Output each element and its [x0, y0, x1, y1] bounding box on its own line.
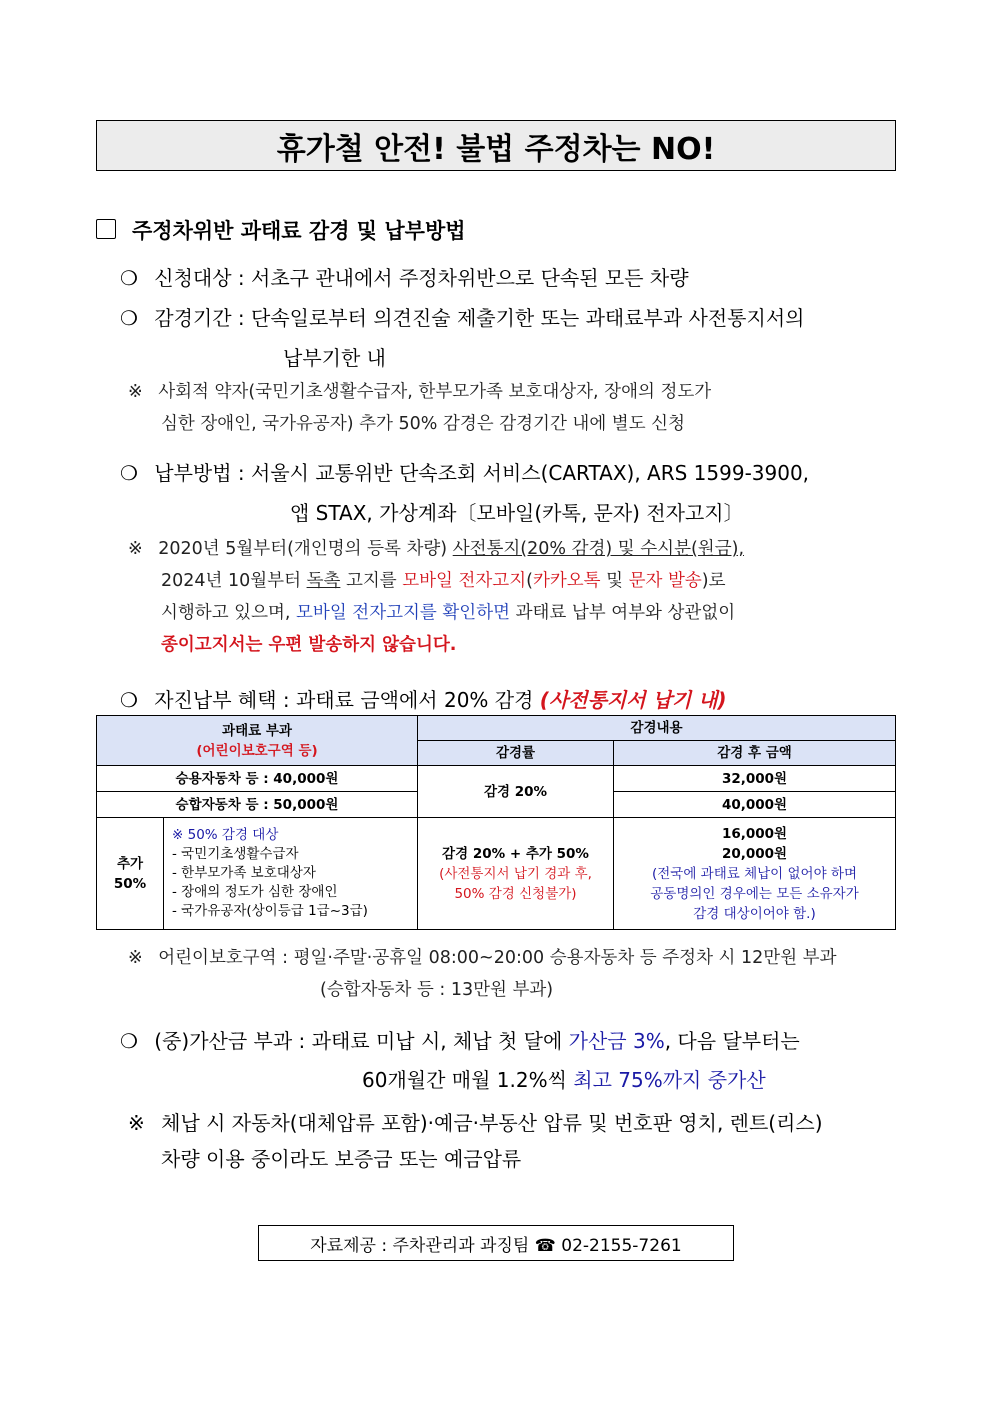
list-item: - 국민기초생활수급자: [172, 846, 299, 862]
note-mark-icon: ※: [128, 1111, 145, 1135]
page-title: 휴가철 안전! 불법 주정차는 NO!: [96, 120, 896, 171]
school-note-line-1: ※ 어린이보호구역 : 평일·주말·공휴일 08:00~20:00 승용자동차 등 주정차 시 12만원 부과: [128, 948, 837, 968]
extra-after: 16,000원 20,000원 (전국에 과태료 체납이 없어야 하며 공동명의인 경우에는 모든 소유자가 감경 대상이어야 함.): [614, 818, 896, 930]
section-heading: 주정차위반 과태료 감경 및 납부방법: [132, 219, 466, 243]
payment-sep: :: [231, 461, 252, 485]
extra-rate: 감경 20% + 추가 50% (사전통지서 납기 경과 후, 50% 감경 신청불가): [418, 818, 614, 930]
period-label: 감경기간: [154, 306, 232, 330]
payment-note-line-3: 시행하고 있으며, 모바일 전자고지를 확인하면 과태료 납부 여부와 상관없이: [161, 603, 736, 623]
payment-row: [120, 457, 809, 486]
payment-note-line-4: 종이고지서는 우편 발송하지 않습니다.: [161, 635, 457, 655]
payment-text-2: 앱 STAX, 가상계좌〔모바일(카톡, 문자) 전자고지〕: [290, 501, 744, 525]
note-mark-icon: ※: [128, 539, 143, 559]
period-text-1: 단속일로부터 의견진술 제출기한 또는 과태료부과 사전통지서의: [251, 306, 805, 330]
list-item: - 한부모가족 보호대상자: [172, 865, 316, 881]
period-sep: :: [231, 306, 252, 330]
reduction-table: [96, 715, 896, 930]
bullet-icon: ❍: [120, 1029, 138, 1053]
self-pay-label: 자진납부 혜택: [154, 688, 277, 712]
note-mark-icon: ※: [128, 382, 143, 402]
section-checkbox-icon: [96, 219, 116, 239]
apply-sep: :: [231, 266, 252, 290]
payment-note-line-2: 2024년 10월부터 독촉 고지를 모바일 전자고지(카카오톡 및 문자 발송)로: [161, 571, 726, 591]
bullet-icon: ❍: [120, 688, 138, 712]
self-pay-note: (사전통지서 납기 내): [539, 688, 727, 712]
list-item: - 장애의 정도가 심한 장애인: [172, 884, 338, 900]
extra-label: 추가 50%: [97, 818, 164, 930]
col-after-header: 감경 후 금액: [614, 741, 896, 766]
surcharge-row: ❍ (중)가산금 부과 : 과태료 미납 시, 체납 첫 달에 가산금 3%, 다음 달부터는: [120, 1029, 800, 1053]
self-pay-row: ❍ 자진납부 혜택 : 과태료 금액에서 20% 감경 (사전통지서 납기 내): [120, 688, 727, 712]
table-head-right: 감경내용: [418, 716, 896, 741]
bullet-icon: ❍: [120, 461, 138, 485]
row1-after: 32,000원: [614, 766, 896, 792]
school-note-line-2: (승합자동차 등 : 13만원 부과): [320, 980, 554, 1000]
list-item: - 국가유공자(상이등급 1급~3급): [172, 903, 368, 919]
surcharge-label: (중)가산금 부과: [154, 1029, 293, 1053]
row1-label: 승용자동차 등 : 40,000원: [97, 766, 418, 792]
arrears-note-line-1: ※ 체납 시 자동차(대체압류 포함)·예금·부동산 압류 및 번호판 영치, 렌트(리스): [128, 1111, 823, 1135]
surcharge-line-2: 60개월간 매월 1.2%씩 최고 75%까지 중가산: [362, 1068, 766, 1092]
source-box: 자료제공 : 주차관리과 과징팀 ☎ 02-2155-7261: [258, 1225, 734, 1261]
period-note-line-2: 심한 장애인, 국가유공자) 추가 50% 감경은 감경기간 내에 별도 신청: [161, 414, 685, 434]
bullet-icon: ❍: [120, 266, 138, 290]
payment-note-line-1: ※ 2020년 5월부터(개인명의 등록 차량) 사전통지(20% 감경) 및 수시분(원금),: [128, 539, 745, 559]
row2-label: 승합자동차 등 : 50,000원: [97, 792, 418, 818]
apply-row: [120, 262, 689, 291]
row2-after: 40,000원: [614, 792, 896, 818]
period-note-line-1: ※ 사회적 약자(국민기초생활수급자, 한부모가족 보호대상자, 장애의 정도가: [128, 382, 712, 402]
payment-text-1: 서울시 교통위반 단속조회 서비스(CARTAX), ARS 1599-3900,: [251, 461, 810, 485]
arrears-note-line-2: 차량 이용 중이라도 보증금 또는 예금압류: [161, 1147, 522, 1171]
payment-label: 납부방법: [154, 461, 232, 485]
period-text-2: 납부기한 내: [283, 346, 386, 370]
period-row: [120, 302, 804, 331]
table-head-left: 과태료 부과 (어린이보호구역 등): [97, 716, 418, 766]
apply-label: 신청대상: [154, 266, 232, 290]
note-mark-icon: ※: [128, 948, 143, 968]
extra-targets: ※ 50% 감경 대상 - 국민기초생활수급자 - 한부모가족 보호대상자 - 장애의 정도가 심한 장애인 - 국가유공자(상이등급 1급~3급): [164, 818, 418, 930]
col-rate-header: 감경률: [418, 741, 614, 766]
self-pay-text: 과태료 금액에서 20% 감경: [296, 688, 534, 712]
apply-text: 서초구 관내에서 주정차위반으로 단속된 모든 차량: [251, 266, 689, 290]
bullet-icon: ❍: [120, 306, 138, 330]
rate-common: 감경 20%: [418, 766, 614, 818]
